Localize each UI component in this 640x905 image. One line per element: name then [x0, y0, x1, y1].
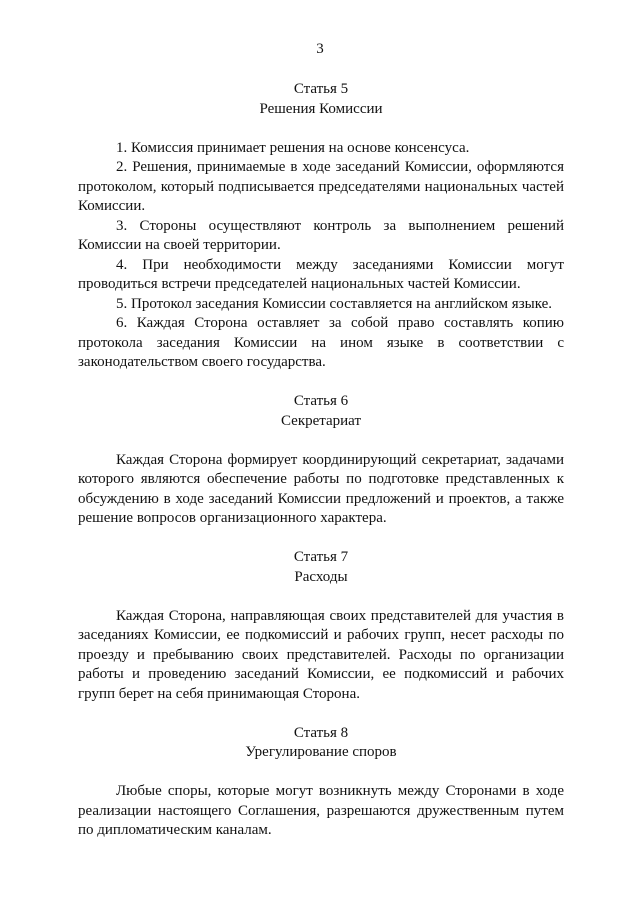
article-title: Решения Комиссии	[259, 100, 383, 117]
article-heading	[78, 80, 564, 119]
article-body	[78, 451, 564, 529]
article-6	[78, 392, 564, 529]
document-content	[78, 80, 564, 841]
article-number: Статья 6	[293, 393, 349, 409]
paragraph: Каждая Сторона формирует координирующий секретариат, задачами которого являются обеспечение работы по подготовке представленных к обсуждению в ходе заседаний Комиссии предложений и проектов, а также решение вопросов организационного характера.	[78, 451, 564, 526]
paragraph: Каждая Сторона, направляющая своих представителей для участия в заседаниях Комиссии, ее подкомиссий и рабочих групп, несет расходы по проезду и пребыванию своих представителей. Расходы по организации работы и проведению заседаний Комиссии, ее подкомиссий и рабочих групп берет на себя принимающая Сторона.	[78, 607, 564, 702]
article-8	[78, 724, 564, 841]
paragraph: 2. Решения, принимаемые в ходе заседаний Комиссии, оформляются протоколом, который подписывается председателями национальных частей Комиссии.	[78, 159, 564, 214]
article-heading	[78, 392, 564, 431]
article-number: Статья 8	[293, 724, 349, 741]
paragraph: Любые споры, которые могут возникнуть между Сторонами в ходе реализации настоящего Соглашения, разрешаются дружественным путем по дипломатическим каналам.	[78, 783, 564, 838]
article-title: Расходы	[294, 568, 348, 585]
paragraph: 6. Каждая Сторона оставляет за собой право составлять копию протокола заседания Комиссии на ином языке в соответствии с законодательством своего государства.	[78, 315, 564, 370]
article-body	[78, 607, 564, 705]
paragraph: 1. Комиссия принимает решения на основе консенсуса.	[116, 139, 470, 156]
article-heading	[78, 548, 564, 587]
article-7	[78, 548, 564, 704]
article-title: Урегулирование споров	[245, 744, 397, 760]
paragraph: 5. Протокол заседания Комиссии составляется на английском языке.	[116, 295, 553, 312]
article-number: Статья 5	[293, 81, 349, 97]
article-number: Статья 7	[293, 549, 349, 565]
article-5	[78, 80, 564, 373]
paragraph: 3. Стороны осуществляют контроль за выполнением решений Комиссии на своей территории.	[78, 217, 564, 253]
paragraph: 4. При необходимости между заседаниями Комиссии могут проводиться встречи председателей национальных частей Комиссии.	[78, 256, 564, 292]
article-heading	[78, 724, 564, 763]
article-body	[78, 782, 564, 841]
page-number: 3	[316, 41, 324, 57]
article-title: Секретариат	[280, 412, 362, 429]
article-body	[78, 139, 564, 373]
